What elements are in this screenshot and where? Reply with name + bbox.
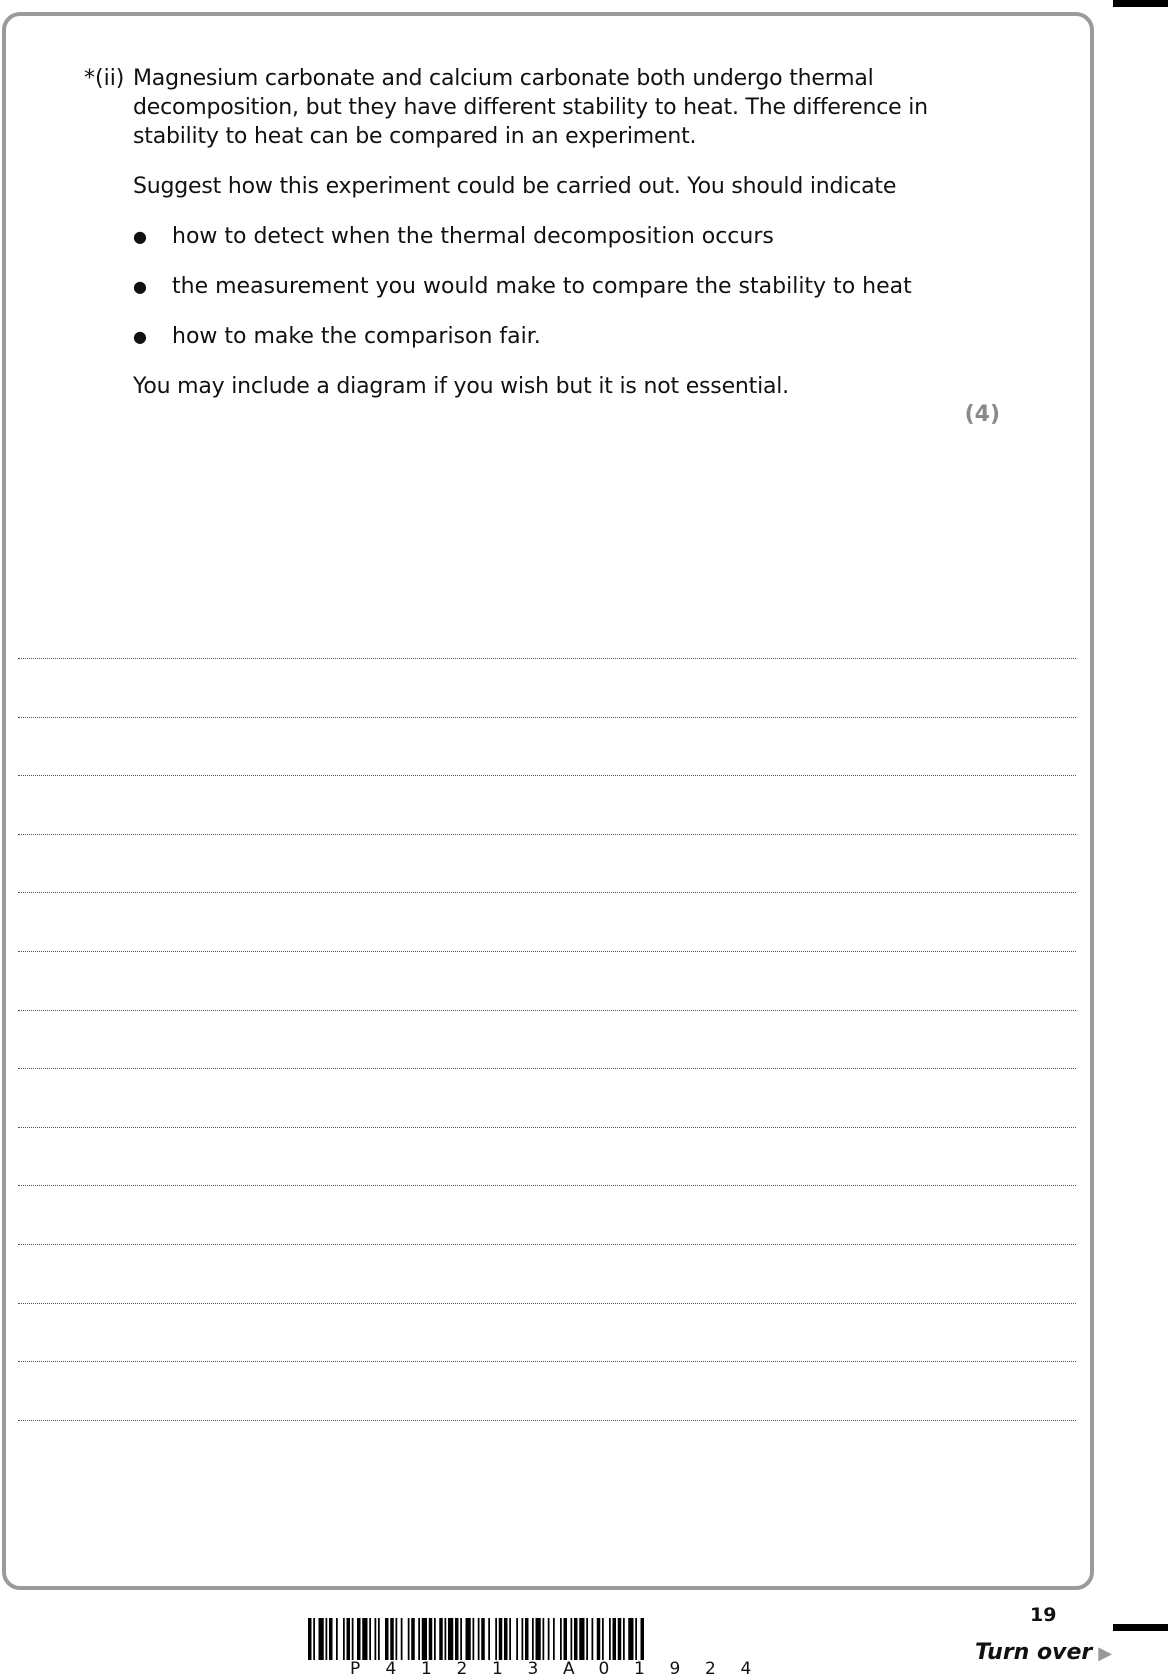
answer-line[interactable] <box>18 1010 1076 1011</box>
answer-line[interactable] <box>18 1185 1076 1186</box>
barcode-digit: 3 <box>527 1659 539 1679</box>
barcode-digit: 2 <box>705 1659 716 1679</box>
bullet-text: how to make the comparison fair. <box>172 324 541 349</box>
question-instruction: Suggest how this experiment could be carried out. You should indicate <box>133 174 897 199</box>
question-note: You may include a diagram if you wish but it is not essential. <box>133 374 789 399</box>
answer-line[interactable] <box>18 892 1076 893</box>
turn-over-text: Turn over <box>975 1640 1093 1665</box>
bullet-text: how to detect when the thermal decomposition occurs <box>172 224 774 249</box>
page-number: 19 <box>1030 1604 1057 1626</box>
barcode-digit: 1 <box>421 1659 432 1679</box>
bullet-icon: ● <box>133 277 147 296</box>
answer-line[interactable] <box>18 1361 1076 1362</box>
barcode-digit: A <box>563 1659 575 1679</box>
bullet-text: the measurement you would make to compare the stability to heat <box>172 274 912 299</box>
barcode-digit: 0 <box>598 1659 610 1679</box>
answer-line[interactable] <box>18 834 1076 835</box>
barcode-digit: 1 <box>492 1659 503 1679</box>
answer-line[interactable] <box>18 951 1076 952</box>
play-arrow-icon: ▶ <box>1098 1643 1113 1664</box>
bullet-icon: ● <box>133 327 147 346</box>
answer-line[interactable] <box>18 1127 1076 1128</box>
answer-line[interactable] <box>18 1420 1076 1421</box>
registration-mark-bottom <box>1113 1624 1168 1631</box>
barcode-image <box>308 1618 792 1660</box>
barcode-digit: 2 <box>456 1659 468 1679</box>
turn-over-label <box>975 1640 1112 1665</box>
question-intro: Magnesium carbonate and calcium carbonate both undergo thermal decomposition, but they have different stability to heat. The difference in stability to heat can be compared in an experiment. <box>133 66 928 149</box>
barcode-digit: P <box>350 1659 361 1679</box>
barcode-digit: 1 <box>634 1659 645 1679</box>
answer-line[interactable] <box>18 1068 1076 1069</box>
barcode-digits <box>350 1659 776 1679</box>
registration-mark-top <box>1113 0 1168 7</box>
answer-line[interactable] <box>18 717 1076 718</box>
barcode-digit: 4 <box>740 1659 752 1679</box>
answer-line[interactable] <box>18 1244 1076 1245</box>
question-number: *(ii) <box>84 66 125 91</box>
answer-line[interactable] <box>18 1303 1076 1304</box>
bullet-icon: ● <box>133 227 147 246</box>
barcode-digit: 9 <box>669 1659 681 1679</box>
answer-line[interactable] <box>18 775 1076 776</box>
answer-line[interactable] <box>18 658 1076 659</box>
marks-label: (4) <box>964 402 1000 427</box>
barcode-digit: 4 <box>385 1659 397 1679</box>
